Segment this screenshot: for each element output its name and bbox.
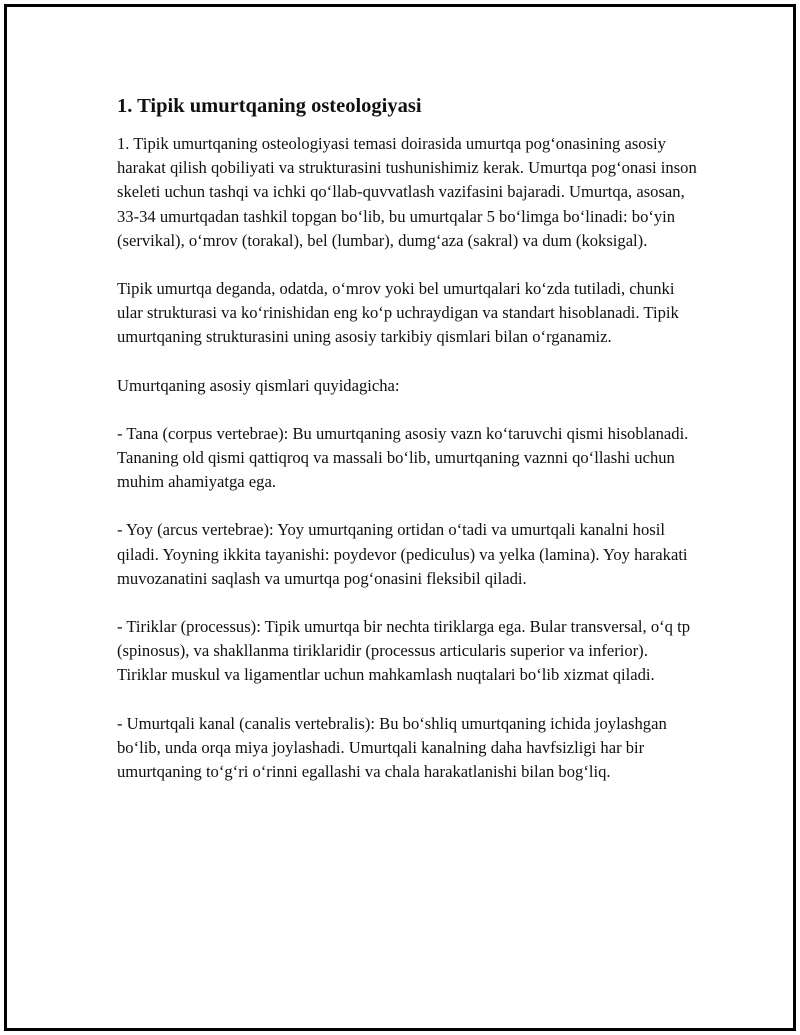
- paragraph-parts-heading: Umurtqaning asosiy qismlari quyidagicha:: [117, 375, 400, 395]
- document-body: [117, 92, 697, 808]
- paragraph-arch-part: - Yoy (arcus vertebrae): Yoy umurtqaning ortidan o‘tadi va umurtqali kanalni hosil qiladi. Yoyning ikkita tayanishi: poydevor (pediculus) va yelka (lamina). Yoy harakati muvozanatini saqlash va umurtqa pog‘onasini fleksibil qiladi.: [117, 520, 688, 588]
- paragraph-body-part: - Tana (corpus vertebrae): Bu umurtqaning asosiy vazn ko‘taruvchi qismi hisoblanadi. Tananing old qismi qattiqroq va massali bo‘lib, umurtqaning vaznni qo‘llashi uchun muhim ahamiyatga ega.: [117, 423, 689, 492]
- paragraph-vertebral-canal: - Umurtqali kanal (canalis vertebralis): Bu bo‘shliq umurtqaning ichida joylashgan bo‘lib, unda orqa miya joylashadi. Umurtqali kanalning daha havfsizligi har bir umurtqaning to‘g‘ri o‘rinni egallashi va chala harakatlanishi bilan bog‘liq.: [117, 713, 667, 782]
- document-title: 1. Tipik umurtqaning osteologiyasi: [117, 95, 422, 117]
- paragraph-typical-vertebra: Tipik umurtqa deganda, odatda, o‘mrov yoki bel umurtqalari ko‘zda tutiladi, chunki ular strukturasi va ko‘rinishidan eng ko‘p uchraydigan va standart hisoblanadi. Tipik umurtqaning strukturasini uning asosiy tarkibiy qismlari bilan o‘rganamiz.: [117, 279, 679, 347]
- paragraph-processes-part: - Tiriklar (processus): Tipik umurtqa bir nechta tiriklarga ega. Bular transversal, o‘q tp (spinosus), va shakllanma tiriklaridir (processus articularis superior va inferior). Tiriklar muskul va ligamentlar uchun mahkamlash nuqtalari bo‘lib xizmat qiladi.: [117, 617, 690, 685]
- paragraph-intro: 1. Tipik umurtqaning osteologiyasi temasi doirasida umurtqa pog‘onasining asosiy harakat qilish qobiliyati va strukturasini tushunishimiz kerak. Umurtqa pog‘onasi inson skeleti uchun tashqi va ichki qo‘llab-quvvatlash vazifasini bajaradi. Umurtqa, asosan, 33-34 umurtqadan tashkil topgan bo‘lib, bu umurtqalar 5 bo‘limga bo‘linadi: bo‘yin (servikal), o‘mrov (torakal), bel (lumbar), dumg‘aza (sakral) va dum (koksigal).: [117, 134, 697, 250]
